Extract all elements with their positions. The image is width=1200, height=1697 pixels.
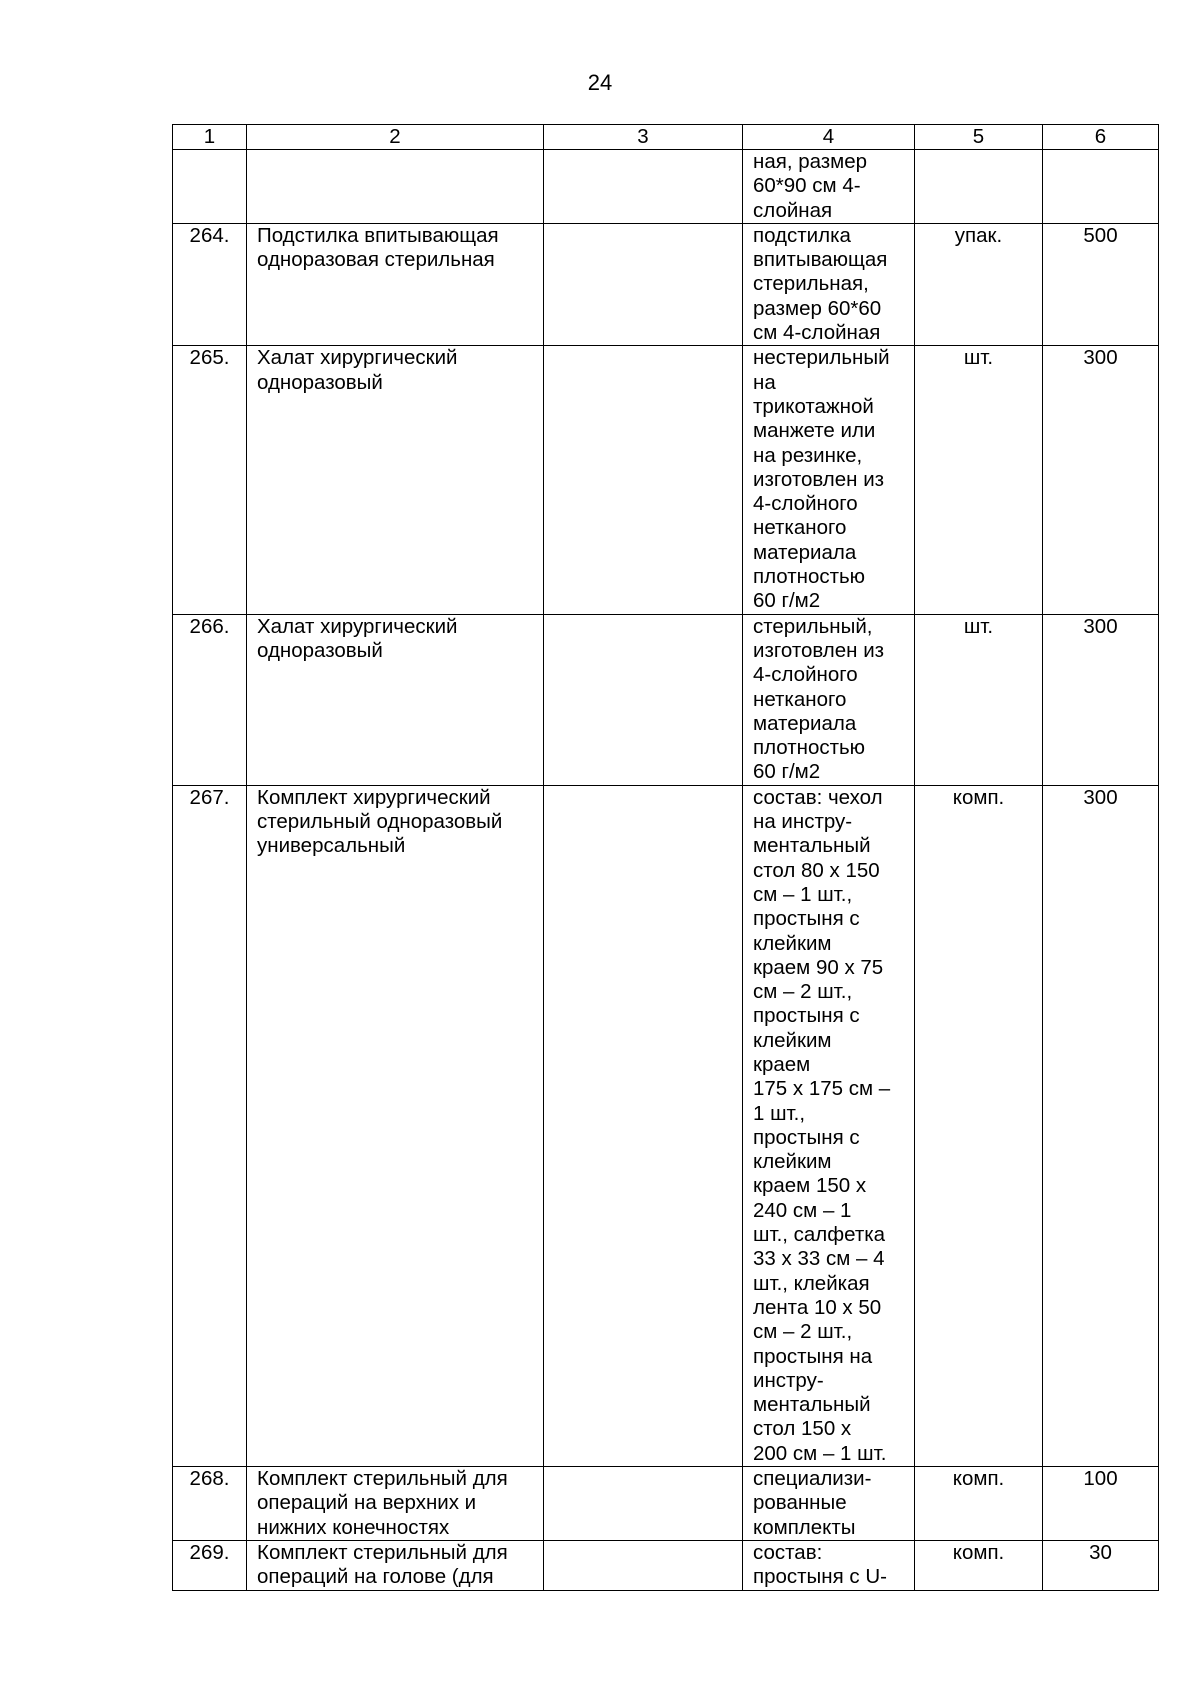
header-cell: 1: [173, 125, 247, 150]
table-row: [173, 346, 1159, 614]
specification-line: комплекты: [753, 1515, 856, 1539]
specification-line: простыня с: [753, 907, 860, 931]
column-3-cell: [544, 150, 743, 224]
specification-line: состав:: [753, 1540, 823, 1564]
item-name-line: Халат хирургический: [257, 614, 458, 638]
header-cell: 5: [915, 125, 1043, 150]
specification-line: краем 150 х: [753, 1174, 867, 1198]
specification-line: стерильная,: [753, 272, 869, 296]
item-name-line: стерильный одноразовый: [257, 810, 503, 834]
table-row: [173, 614, 1159, 785]
unit-cell: шт.: [915, 614, 1043, 785]
row-number-cell: 265.: [173, 346, 247, 614]
item-name-cell: [247, 1467, 544, 1541]
specification-line: стол 150 х: [753, 1417, 852, 1441]
item-name-cell: [247, 346, 544, 614]
specification-line: рованные: [753, 1491, 847, 1515]
specification-line: краем: [753, 1052, 811, 1076]
specification-line: на инстру-: [753, 810, 853, 834]
specification-line: изготовлен из: [753, 638, 885, 662]
specification-line: подстилка: [753, 223, 851, 247]
column-3-cell: [544, 614, 743, 785]
specification-line: стерильный,: [753, 614, 873, 638]
row-number-cell: 264.: [173, 223, 247, 345]
table-row: [173, 785, 1159, 1466]
item-name-line: операций на верхних и: [257, 1491, 477, 1515]
item-name-cell: [247, 785, 544, 1466]
quantity-cell: 100: [1043, 1467, 1159, 1541]
item-name-line: одноразовый: [257, 638, 383, 662]
specification-line: простыня с: [753, 1125, 860, 1149]
item-name-cell: [247, 150, 544, 224]
specification-line: стол 80 х 150: [753, 858, 880, 882]
specification-line: на: [753, 370, 776, 394]
table-row: [173, 1540, 1159, 1590]
specification-line: лента 10 х 50: [753, 1295, 882, 1319]
column-3-cell: [544, 346, 743, 614]
specification-line: состав: чехол: [753, 785, 883, 809]
table-row: [173, 1467, 1159, 1541]
specification-cell: [743, 614, 915, 785]
item-name-line: операций на голове (для: [257, 1565, 494, 1589]
item-name-line: универсальный: [257, 834, 406, 858]
header-cell: 2: [247, 125, 544, 150]
specification-line: 4-слойного: [753, 492, 858, 516]
column-3-cell: [544, 1467, 743, 1541]
unit-cell: шт.: [915, 346, 1043, 614]
row-number-cell: 267.: [173, 785, 247, 1466]
specification-line: краем 90 х 75: [753, 955, 884, 979]
item-name-line: Подстилка впитывающая: [257, 223, 499, 247]
specification-line: инстру-: [753, 1368, 824, 1392]
specification-line: 200 см – 1 шт.: [753, 1441, 887, 1465]
header-cell: 6: [1043, 125, 1159, 150]
row-number-cell: 266.: [173, 614, 247, 785]
specification-line: манжете или: [753, 419, 876, 443]
specification-line: слойная: [753, 198, 833, 222]
table-row: [173, 150, 1159, 224]
specification-cell: [743, 150, 915, 224]
specification-cell: [743, 1540, 915, 1590]
table-row: [173, 223, 1159, 345]
specification-line: трикотажной: [753, 394, 874, 418]
specification-line: простыня на: [753, 1344, 873, 1368]
unit-cell: упак.: [915, 223, 1043, 345]
specification-line: ная, размер: [753, 150, 868, 173]
specification-line: плотностью: [753, 736, 866, 760]
item-name-cell: [247, 1540, 544, 1590]
specification-line: впитывающая: [753, 248, 888, 272]
quantity-cell: 300: [1043, 785, 1159, 1466]
specification-line: простыня с U-: [753, 1565, 887, 1589]
specification-line: изготовлен из: [753, 467, 885, 491]
specification-line: 60*90 см 4-: [753, 174, 861, 198]
specification-cell: [743, 223, 915, 345]
item-name-line: одноразовая стерильная: [257, 248, 495, 272]
specification-line: на резинке,: [753, 443, 863, 467]
item-name-line: Халат хирургический: [257, 346, 458, 370]
specification-line: ментальный: [753, 834, 871, 858]
specification-line: клейким: [753, 1028, 832, 1052]
specification-line: 4-слойного: [753, 663, 858, 687]
column-3-cell: [544, 1540, 743, 1590]
specification-line: плотностью: [753, 565, 866, 589]
specification-line: 33 х 33 см – 4: [753, 1247, 885, 1271]
page-number: 24: [587, 70, 613, 95]
quantity-cell: 500: [1043, 223, 1159, 345]
procurement-table: [172, 124, 1159, 1591]
specification-line: ментальный: [753, 1393, 871, 1417]
specification-line: размер 60*60: [753, 296, 882, 320]
specification-line: см 4-слойная: [753, 321, 881, 345]
row-number-cell: 268.: [173, 1467, 247, 1541]
item-name-line: Комплект стерильный для: [257, 1540, 508, 1564]
specification-line: 1 шт.,: [753, 1101, 806, 1125]
specification-line: см – 2 шт.,: [753, 980, 853, 1004]
specification-cell: [743, 1467, 915, 1541]
specification-line: нетканого: [753, 687, 847, 711]
specification-line: простыня с: [753, 1004, 860, 1028]
item-name-line: одноразовый: [257, 370, 383, 394]
specification-line: шт., салфетка: [753, 1223, 886, 1247]
specification-line: нетканого: [753, 516, 847, 540]
quantity-cell: 300: [1043, 614, 1159, 785]
item-name-cell: [247, 614, 544, 785]
column-3-cell: [544, 223, 743, 345]
item-name-line: Комплект стерильный для: [257, 1467, 508, 1491]
specification-line: клейким: [753, 1150, 832, 1174]
specification-cell: [743, 785, 915, 1466]
quantity-cell: 30: [1043, 1540, 1159, 1590]
unit-cell: комп.: [915, 1540, 1043, 1590]
column-3-cell: [544, 785, 743, 1466]
specification-line: клейким: [753, 931, 832, 955]
row-number-cell: [173, 150, 247, 224]
specification-line: 240 см – 1: [753, 1198, 852, 1222]
specification-line: 175 х 175 см –: [753, 1077, 891, 1101]
header-cell: 3: [544, 125, 743, 150]
quantity-cell: [1043, 150, 1159, 224]
specification-cell: [743, 346, 915, 614]
table-header-row: [173, 125, 1159, 150]
specification-line: нестерильный: [753, 346, 890, 370]
specification-line: материала: [753, 711, 857, 735]
specification-line: материала: [753, 540, 857, 564]
item-name-line: нижних конечностях: [257, 1515, 450, 1539]
quantity-cell: 300: [1043, 346, 1159, 614]
specification-line: см – 1 шт.,: [753, 882, 853, 906]
item-name-cell: [247, 223, 544, 345]
specification-line: см – 2 шт.,: [753, 1320, 853, 1344]
specification-line: 60 г/м2: [753, 760, 821, 784]
specification-line: специализи-: [753, 1467, 872, 1491]
unit-cell: комп.: [915, 1467, 1043, 1541]
specification-line: 60 г/м2: [753, 589, 821, 613]
row-number-cell: 269.: [173, 1540, 247, 1590]
unit-cell: [915, 150, 1043, 224]
specification-line: шт., клейкая: [753, 1271, 870, 1295]
unit-cell: комп.: [915, 785, 1043, 1466]
header-cell: 4: [743, 125, 915, 150]
item-name-line: Комплект хирургический: [257, 785, 491, 809]
